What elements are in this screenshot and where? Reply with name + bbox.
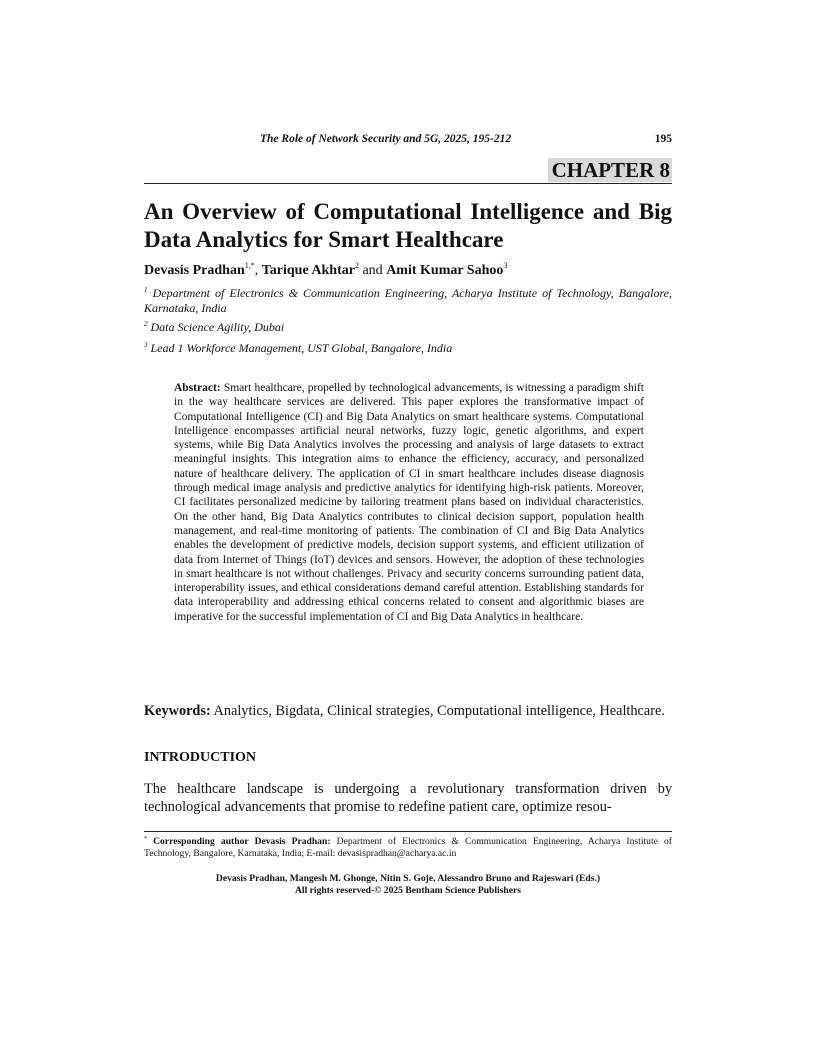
journal-citation (260, 133, 511, 145)
affiliation (144, 320, 672, 335)
abstract-text: Smart healthcare, propelled by technological advancements, is witnessing a paradigm shift in the way healthcare services are delivered. This paper explores the transformative impact of Computational Intelligence (CI) and Big Data Analytics on smart healthcare systems. Computational Intelligence encompasses artificial neural networks, fuzzy logic, genetic algorithms, and expert systems, while Big Data Analytics involves the processing and analysis of large datasets to extract meaningful insights. This integration aims to enhance the efficiency, accuracy, and personalized nature of healthcare delivery. The application of CI in smart healthcare includes disease diagnosis through medical image analysis and predictive analytics for identifying high-risk patients. Moreover, CI facilitates personalized medicine by tailoring treatment plans based on individual characteristics. On the other hand, Big Data Analytics contributes to clinical decision support, population health management, and real-time monitoring of patients. The combination of CI and Big Data Analytics enables the development of predictive models, decision support systems, and efficient utilization of data from Internet of Things (IoT) devices and sensors. However, the adoption of these technologies in smart healthcare is not without challenges. Privacy and security concerns surrounding patient data, interoperability issues, and ethical considerations demand careful attention. Establishing standards for data interoperability and addressing ethical concerns related to consent and algorithmic biases are imperative for the successful implementation of CI and Big Data Analytics in healthcare. (174, 382, 644, 623)
affiliation-marker: 1 (144, 286, 148, 294)
author-name: Amit Kumar Sahoo (386, 263, 504, 278)
author-list (144, 262, 672, 280)
footnote-divider (144, 831, 672, 832)
affiliation (144, 341, 672, 356)
keywords-text: Analytics, Bigdata, Clinical strategies, Computational intelligence, Healthcare. (213, 703, 665, 719)
footnote-label: Corresponding author Devasis Pradhan: (153, 836, 331, 847)
author-name: Devasis Pradhan (144, 263, 245, 278)
chapter-label: CHAPTER 8 (548, 158, 672, 182)
author-separator: and (358, 263, 387, 278)
chapter-title: An Overview of Computational Intelligence and Big Data Analytics for Smart Healthcare (144, 199, 672, 252)
author-affiliation-marker: 2 (354, 261, 359, 270)
affiliation-marker: 3 (144, 341, 148, 349)
copyright-line: All rights reserved-© 2025 Bentham Science Publishers (294, 884, 522, 896)
affiliation-text: Data Science Agility, Dubai (150, 320, 285, 334)
publisher-info (144, 873, 672, 896)
journal-title: The Role of Network Security and 5G (260, 133, 439, 145)
affiliation (144, 286, 672, 316)
journal-year-pages: , 2025, 195-212 (438, 133, 512, 145)
affiliation-text: Lead 1 Workforce Management, UST Global, Bangalore, India (150, 341, 453, 355)
footnote (144, 836, 672, 860)
keywords-label: Keywords: (144, 703, 211, 719)
author-name: Tarique Akhtar (261, 263, 355, 278)
chapter-header (144, 158, 672, 184)
footnote-marker: * (144, 836, 147, 842)
keywords (144, 702, 672, 720)
abstract (174, 381, 644, 624)
affiliation-text: Department of Electronics & Communication Engineering, Acharya Institute of Technology, Bangalore, Karnataka, India (144, 286, 673, 315)
abstract-label: Abstract: (174, 382, 221, 394)
section-heading: INTRODUCTION (144, 750, 257, 765)
page-number: 195 (654, 133, 672, 145)
footnote-text: Department of Electronics & Communication Engineering, Acharya Institute of Technology, Bangalore, Karnataka, India; E-mail: devasispradhan@acharya.ac.in (144, 836, 672, 859)
author-affiliation-marker: 3 (503, 261, 508, 270)
affiliation-marker: 2 (144, 320, 148, 328)
editors-line: Devasis Pradhan, Mangesh M. Ghonge, Nitin S. Goje, Alessandro Bruno and Rajeswari (Eds.) (215, 873, 601, 884)
author-separator: , (254, 263, 262, 278)
author-affiliation-marker: 1,* (244, 261, 255, 270)
intro-paragraph: The healthcare landscape is undergoing a revolutionary transformation driven by technological advancements that promise to redefine patient care, optimize resou- (144, 781, 672, 815)
